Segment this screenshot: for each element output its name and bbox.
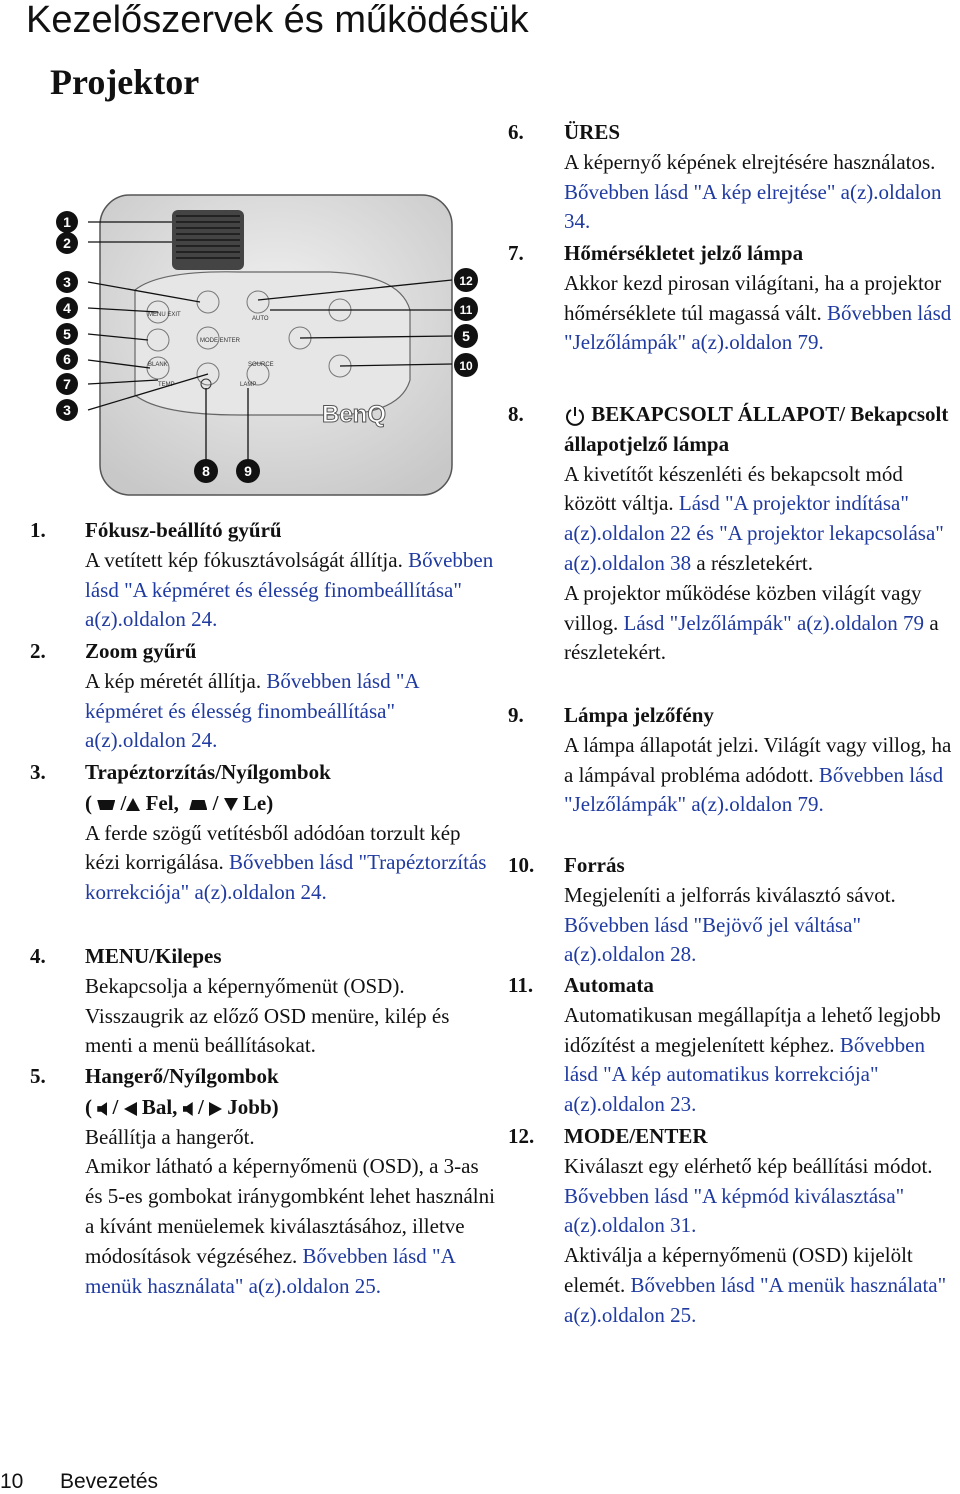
list-item-7: 7. Hőmérsékletet jelző lámpa Akkor kezd pirosan világítani, ha a projektor hőmérséklete túl magassá vált. Bővebben lásd "Jelzőlámpák" a(z).oldalon 79. xyxy=(508,239,958,358)
xref-link[interactable]: Bővebben lásd "A kép elrejtése" a(z).oldalon 34. xyxy=(564,179,942,234)
list-item-10: 10. Forrás Megjeleníti a jelforrás kiválasztó sávot. Bővebben lásd "Bejövő jel váltása" a(z).oldalon 28. xyxy=(508,851,958,970)
svg-text:8: 8 xyxy=(202,463,210,479)
callout-1 xyxy=(56,211,78,233)
callout-6 xyxy=(56,348,78,370)
section-title: Projektor xyxy=(50,62,200,102)
svg-text:3: 3 xyxy=(63,274,71,290)
callout-7 xyxy=(56,373,78,395)
item-title: Lámpa jelzőfény xyxy=(564,703,714,727)
item-title: ÜRES xyxy=(564,120,621,144)
arrow-up-icon xyxy=(126,798,140,811)
xref-link[interactable]: Bővebben lásd "Bejövő jel váltása" a(z).oldalon 28. xyxy=(564,912,862,967)
item-title: Trapéztorzítás/Nyílgombok xyxy=(85,760,331,784)
callout-10 xyxy=(454,353,478,377)
svg-text:5: 5 xyxy=(462,328,470,344)
svg-text:1: 1 xyxy=(63,214,71,230)
item-title: Forrás xyxy=(564,853,625,877)
list-item-3: 3. Trapéztorzítás/Nyílgombok ( / Fel, / Le) A ferde szögű vetítésből adódóan torzult kép kézi korrigálása. Bővebben lásd "Trapéztorzítás korrekciója" a(z).oldalon 24. xyxy=(30,758,500,908)
keystone-top-icon xyxy=(97,800,115,810)
svg-text:7: 7 xyxy=(63,376,71,392)
callout-11 xyxy=(454,297,478,321)
xref-link[interactable]: Bővebben lásd "A menük használata" a(z).oldalon 25. xyxy=(85,1243,455,1298)
xref-link[interactable]: Bővebben lásd "Jelzőlámpák" a(z).oldalon 79. xyxy=(564,300,952,355)
callout-3b xyxy=(56,399,78,421)
svg-text:2: 2 xyxy=(63,235,71,251)
blank-label: BLANK xyxy=(148,362,168,368)
item-title: Hőmérsékletet jelző lámpa xyxy=(564,241,804,265)
menu-label: MENU EXIT xyxy=(148,312,181,318)
callout-12 xyxy=(454,268,478,292)
power-icon xyxy=(564,405,586,427)
svg-text:10: 10 xyxy=(459,359,473,373)
list-item-2: 2. Zoom gyűrű A kép méretét állítja. Bővebben lásd "A képméret és élesség finombeállítása" a(z).oldalon 24. xyxy=(30,637,500,756)
svg-text:5: 5 xyxy=(63,326,71,342)
callout-5 xyxy=(56,323,78,345)
svg-text:12: 12 xyxy=(459,274,473,288)
item-subtitle: ( / Fel, / Le) xyxy=(85,790,274,815)
brand-logo: BenQ xyxy=(322,401,387,428)
list-item-4: 4. MENU/Kilepes Bekapcsolja a képernyőmenüt (OSD). Visszaugrik az előző OSD menüre, kilép és menti a menü beállításokat. xyxy=(30,942,500,1061)
lamp-label: LAMP xyxy=(240,382,257,388)
chapter-title: Kezelőszervek és működésük xyxy=(26,0,529,41)
volume-up-icon xyxy=(183,1102,193,1116)
projector-diagram xyxy=(40,170,500,505)
footer-section: Bevezetés xyxy=(60,1470,159,1493)
xref-link[interactable]: Bővebben lásd "A kép automatikus korrekciója" a(z).oldalon 23. xyxy=(564,1032,925,1117)
auto-label: AUTO xyxy=(252,316,269,322)
item-title: Hangerő/Nyílgombok xyxy=(85,1064,279,1088)
item-title: Automata xyxy=(564,973,654,997)
svg-text:6: 6 xyxy=(63,351,71,367)
item-title: MENU/Kilepes xyxy=(85,944,222,968)
item-title: Zoom gyűrű xyxy=(85,639,197,663)
item-subtitle: ( / Bal, / Jobb) xyxy=(85,1094,279,1119)
arrow-down-icon xyxy=(224,798,238,811)
page-footer xyxy=(0,1470,158,1494)
item-title: Fókusz-beállító gyűrű xyxy=(85,518,282,542)
volume-down-icon xyxy=(97,1102,107,1116)
mode-label: MODE ENTER xyxy=(200,338,241,344)
callout-9 xyxy=(236,459,260,483)
callout-3 xyxy=(56,271,78,293)
list-item-6: 6. ÜRES A képernyő képének elrejtésére használatos. Bővebben lásd "A kép elrejtése" a(z).oldalon 34. xyxy=(508,118,958,237)
arrow-right-icon xyxy=(209,1102,222,1116)
page-number: 10 xyxy=(0,1470,24,1493)
svg-text:9: 9 xyxy=(244,463,252,479)
control-panel xyxy=(135,272,410,415)
callout-8 xyxy=(194,459,218,483)
callout-2 xyxy=(56,232,78,254)
keystone-bottom-icon xyxy=(189,800,207,810)
item-title: BEKAPCSOLT ÁLLAPOT/ Bekapcsolt állapotjelző lámpa xyxy=(564,402,949,456)
xref-link[interactable]: Bővebben lásd "A képméret és élesség finombeállítása" a(z).oldalon 24. xyxy=(85,547,494,632)
list-item-5: 5. Hangerő/Nyílgombok ( / Bal, / Jobb) Beállítja a hangerőt. Amikor látható a képernyőmenü (OSD), a 3-as és 5-es gombokat iránygombként lehet használni a kívánt menüelemek kiválasztásához, illetve módosítások végzéséhez. Bővebben lásd "A menük használata" a(z).oldalon 25. xyxy=(30,1062,500,1301)
item-title: MODE/ENTER xyxy=(564,1124,708,1148)
list-item-8: 8. BEKAPCSOLT ÁLLAPOT/ Bekapcsolt állapotjelző lámpa A kivetítőt készenléti és bekapcsolt mód között váltja. Lásd "A projektor indítása" a(z).oldalon 22 és "A projektor lekapcsolása" a(z).oldalon 38 a részletekért. A projektor működése közben világít vagy villog. Lásd "Jelzőlámpák" a(z).oldalon 79 a részletekért. xyxy=(508,400,958,668)
source-label: SOURCE xyxy=(248,362,274,368)
xref-link[interactable]: Bővebben lásd "A képmód kiválasztása" a(z).oldalon 31. xyxy=(564,1183,905,1238)
callout-4 xyxy=(56,297,78,319)
list-item-1: 1. Fókusz-beállító gyűrű A vetített kép fókusztávolságát állítja. Bővebben lásd "A képméret és élesség finombeállítása" a(z).oldalon 24. xyxy=(30,516,500,635)
xref-link[interactable]: Lásd "Jelzőlámpák" a(z).oldalon 79 xyxy=(623,610,925,635)
list-item-12: 12. MODE/ENTER Kiválaszt egy elérhető kép beállítási módot. Bővebben lásd "A képmód kiválasztása" a(z).oldalon 31. Aktiválja a képernyőmenü (OSD) kijelölt elemét. Bővebben lásd "A menük használata" a(z).oldalon 25. xyxy=(508,1122,960,1331)
arrow-left-icon xyxy=(124,1102,137,1116)
svg-text:3: 3 xyxy=(63,402,71,418)
list-item-9: 9. Lámpa jelzőfény A lámpa állapotát jelzi. Világít vagy villog, ha a lámpával probléma adódott. Bővebben lásd "Jelzőlámpák" a(z).oldalon 79. xyxy=(508,701,958,820)
xref-link[interactable]: Bővebben lásd "A képméret és élesség finombeállítása" a(z).oldalon 24. xyxy=(85,668,419,753)
callout-5b xyxy=(454,324,478,348)
xref-link[interactable]: Bővebben lásd "A menük használata" a(z).oldalon 25. xyxy=(564,1272,947,1327)
xref-link[interactable]: Bővebben lásd "Trapéztorzítás korrekciója" a(z).oldalon 24. xyxy=(85,850,487,905)
xref-link[interactable]: Bővebben lásd "Jelzőlámpák" a(z).oldalon 79. xyxy=(564,762,944,817)
list-item-11: 11. Automata Automatikusan megállapítja a lehető legjobb időzítést a megjelenített képhez. Bővebben lásd "A kép automatikus korrekciója" a(z).oldalon 23. xyxy=(508,971,958,1120)
svg-text:11: 11 xyxy=(459,303,473,317)
svg-text:4: 4 xyxy=(63,300,71,316)
temp-label: TEMP xyxy=(158,382,175,388)
xref-link[interactable]: Lásd "A projektor indítása" a(z).oldalon 22 és "A projektor lekapcsolása" a(z).oldalon 38 xyxy=(564,491,944,575)
